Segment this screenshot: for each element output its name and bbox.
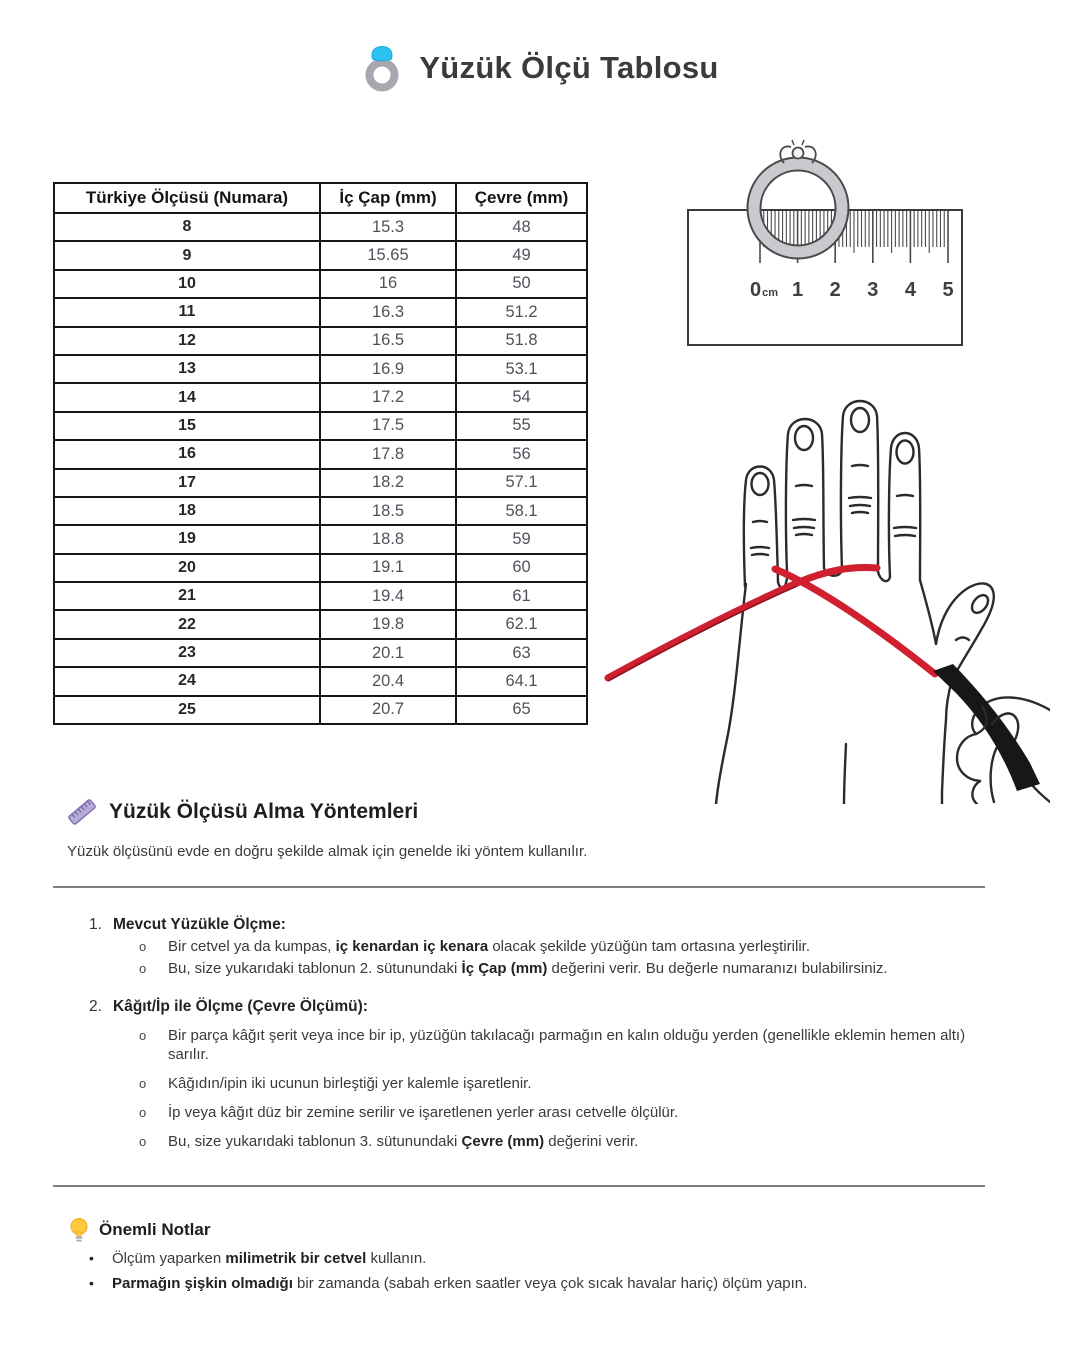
lightbulb-icon <box>69 1217 89 1243</box>
note-text-bold: Parmağın şişkin olmadığı <box>112 1275 293 1292</box>
methods-heading: Yüzük Ölçüsü Alma Yöntemleri <box>109 799 419 823</box>
diameter-cell: 19.4 <box>320 582 456 610</box>
sub-bullet-marker: o <box>139 1028 147 1043</box>
size-cell: 25 <box>54 696 320 724</box>
bullet-text: değerini verir. Bu değerle numaranızı bulabilirsiniz. <box>547 960 888 977</box>
size-cell: 13 <box>54 355 320 383</box>
svg-text:5: 5 <box>942 279 954 301</box>
column-header-diameter: İç Çap (mm) <box>320 183 456 213</box>
bullet-text: değerini verir. <box>544 1133 639 1150</box>
table-row <box>54 610 587 638</box>
bullet-text: İp veya kâğıt düz bir zemine serilir ve işaretlenen yerler arası cetvelle ölçülür. <box>168 1104 679 1121</box>
table-row <box>54 298 587 326</box>
circumference-cell: 63 <box>456 639 587 667</box>
ring-on-ruler-figure <box>678 138 968 353</box>
table-row <box>54 270 587 298</box>
table-row <box>54 440 587 468</box>
note-text: Ölçüm yaparken <box>112 1250 226 1267</box>
diameter-cell: 18.8 <box>320 525 456 553</box>
methods-section <box>53 798 988 1293</box>
list-item <box>139 1132 988 1151</box>
circumference-cell: 56 <box>456 440 587 468</box>
size-cell: 9 <box>54 241 320 269</box>
diameter-cell: 16 <box>320 270 456 298</box>
notes-header <box>69 1217 988 1243</box>
size-cell: 8 <box>54 213 320 241</box>
table-row <box>54 582 587 610</box>
ring-size-table <box>53 182 588 725</box>
bullet-text-bold: iç kenardan iç kenara <box>335 938 489 955</box>
diameter-cell: 16.9 <box>320 355 456 383</box>
string-shading <box>608 586 797 681</box>
circumference-cell: 57.1 <box>456 469 587 497</box>
size-cell: 11 <box>54 298 320 326</box>
table-row <box>54 525 587 553</box>
note-bullet-marker: • <box>89 1275 94 1291</box>
circumference-cell: 49 <box>456 241 587 269</box>
size-cell: 14 <box>54 383 320 411</box>
circumference-cell: 58.1 <box>456 497 587 525</box>
ruler-illustration <box>678 138 968 353</box>
list-item <box>139 1026 988 1064</box>
diameter-cell: 18.5 <box>320 497 456 525</box>
table-row <box>54 327 587 355</box>
note-text-bold: milimetrik bir cetvel <box>225 1250 367 1267</box>
circumference-cell: 64.1 <box>456 667 587 695</box>
bullet-text: Kâğıdın/ipin iki ucunun birleştiği yer kalemle işaretlenir. <box>168 1075 532 1092</box>
list-item <box>139 937 988 956</box>
circumference-cell: 51.8 <box>456 327 587 355</box>
circumference-cell: 53.1 <box>456 355 587 383</box>
circumference-cell: 50 <box>456 270 587 298</box>
hand-illustration <box>590 372 1050 804</box>
note-text: kullanın. <box>366 1250 427 1267</box>
size-cell: 22 <box>54 610 320 638</box>
methods-intro: Yüzük ölçüsünü evde en doğru şekilde almak için genelde iki yöntem kullanılır. <box>67 843 588 860</box>
method-item-1 <box>53 916 988 978</box>
table-row <box>54 667 587 695</box>
circumference-cell: 51.2 <box>456 298 587 326</box>
size-cell: 15 <box>54 412 320 440</box>
table-row <box>54 383 587 411</box>
method-item-2 <box>53 998 988 1151</box>
svg-text:0cm: 0cm <box>750 279 779 301</box>
list-item <box>139 1103 988 1122</box>
size-cell: 12 <box>54 327 320 355</box>
circumference-cell: 61 <box>456 582 587 610</box>
divider <box>53 1185 985 1187</box>
table-row <box>54 639 587 667</box>
circumference-cell: 65 <box>456 696 587 724</box>
item-number: 2. <box>89 998 102 1015</box>
svg-text:4: 4 <box>904 279 916 301</box>
methods-header <box>67 798 988 825</box>
method-item-heading <box>89 998 988 1016</box>
table-row <box>54 412 587 440</box>
size-cell: 10 <box>54 270 320 298</box>
item-title: Mevcut Yüzükle Ölçme: <box>113 916 286 933</box>
item-number: 1. <box>89 916 102 933</box>
size-cell: 20 <box>54 554 320 582</box>
bullet-text: Bir cetvel ya da kumpas, <box>168 938 336 955</box>
diameter-cell: 20.4 <box>320 667 456 695</box>
divider <box>53 886 985 888</box>
bullet-text-bold: Çevre (mm) <box>461 1133 545 1150</box>
hand-string-figure <box>590 372 1050 804</box>
bullet-text: Bir parça kâğıt şerit veya ince bir ip, yüzüğün takılacağı parmağın en kalın olduğu yerden (genellikle eklemin hemen altı) sarılır. <box>168 1027 966 1063</box>
note-bullet-marker: • <box>89 1250 94 1266</box>
ring-icon <box>361 44 403 92</box>
document-header <box>0 44 1080 92</box>
diameter-cell: 20.7 <box>320 696 456 724</box>
table-row <box>54 355 587 383</box>
diameter-cell: 19.8 <box>320 610 456 638</box>
diameter-cell: 17.5 <box>320 412 456 440</box>
size-cell: 23 <box>54 639 320 667</box>
diameter-cell: 15.65 <box>320 241 456 269</box>
sub-bullet-marker: o <box>139 1134 147 1149</box>
size-cell: 19 <box>54 525 320 553</box>
bullet-text: Bu, size yukarıdaki tablonun 3. sütunundaki <box>168 1133 462 1150</box>
size-cell: 17 <box>54 469 320 497</box>
marker-pen <box>933 664 1040 791</box>
bullet-text: Bu, size yukarıdaki tablonun 2. sütunundaki <box>168 960 462 977</box>
column-header-size: Türkiye Ölçüsü (Numara) <box>54 183 320 213</box>
circumference-cell: 59 <box>456 525 587 553</box>
table-row <box>54 497 587 525</box>
circumference-cell: 55 <box>456 412 587 440</box>
list-item <box>139 959 988 978</box>
diameter-cell: 19.1 <box>320 554 456 582</box>
circumference-cell: 62.1 <box>456 610 587 638</box>
size-cell: 18 <box>54 497 320 525</box>
diameter-cell: 17.2 <box>320 383 456 411</box>
page-title: Yüzük Ölçü Tablosu <box>419 50 719 85</box>
red-string <box>608 568 935 678</box>
sub-bullet-marker: o <box>139 1076 147 1091</box>
bullet-text-bold: İç Çap (mm) <box>461 960 548 977</box>
sub-bullet-marker: o <box>139 1105 147 1120</box>
methods-list <box>53 916 988 1151</box>
table-body <box>54 213 587 724</box>
bullet-text: olacak şekilde yüzüğün tam ortasına yerleştirilir. <box>488 938 810 955</box>
size-cell: 16 <box>54 440 320 468</box>
size-cell: 21 <box>54 582 320 610</box>
diameter-cell: 18.2 <box>320 469 456 497</box>
list-item <box>139 1074 988 1093</box>
note-text: bir zamanda (sabah erken saatler veya çok sıcak havalar hariç) ölçüm yapın. <box>292 1275 808 1292</box>
method-item-heading <box>89 916 988 934</box>
sub-bullet-marker: o <box>139 961 147 976</box>
note-item <box>89 1274 988 1293</box>
diameter-cell: 17.8 <box>320 440 456 468</box>
svg-text:2: 2 <box>829 279 841 301</box>
ruler-body <box>688 210 962 345</box>
circumference-cell: 54 <box>456 383 587 411</box>
diameter-cell: 16.3 <box>320 298 456 326</box>
size-cell: 24 <box>54 667 320 695</box>
table-row <box>54 213 587 241</box>
circumference-cell: 48 <box>456 213 587 241</box>
table-row <box>54 696 587 724</box>
item-title: Kâğıt/İp ile Ölçme (Çevre Ölçümü): <box>113 998 368 1015</box>
diameter-cell: 16.5 <box>320 327 456 355</box>
note-item <box>89 1249 988 1268</box>
diameter-cell: 20.1 <box>320 639 456 667</box>
sub-bullet-marker: o <box>139 939 147 954</box>
table-header-row <box>54 183 587 213</box>
svg-text:3: 3 <box>867 279 879 301</box>
circumference-cell: 60 <box>456 554 587 582</box>
svg-text:1: 1 <box>792 279 804 301</box>
ruler-icon <box>67 798 97 825</box>
diameter-cell: 15.3 <box>320 213 456 241</box>
table-row <box>54 469 587 497</box>
notes-heading: Önemli Notlar <box>99 1220 211 1239</box>
table-row <box>54 554 587 582</box>
column-header-circumference: Çevre (mm) <box>456 183 587 213</box>
table-row <box>54 241 587 269</box>
